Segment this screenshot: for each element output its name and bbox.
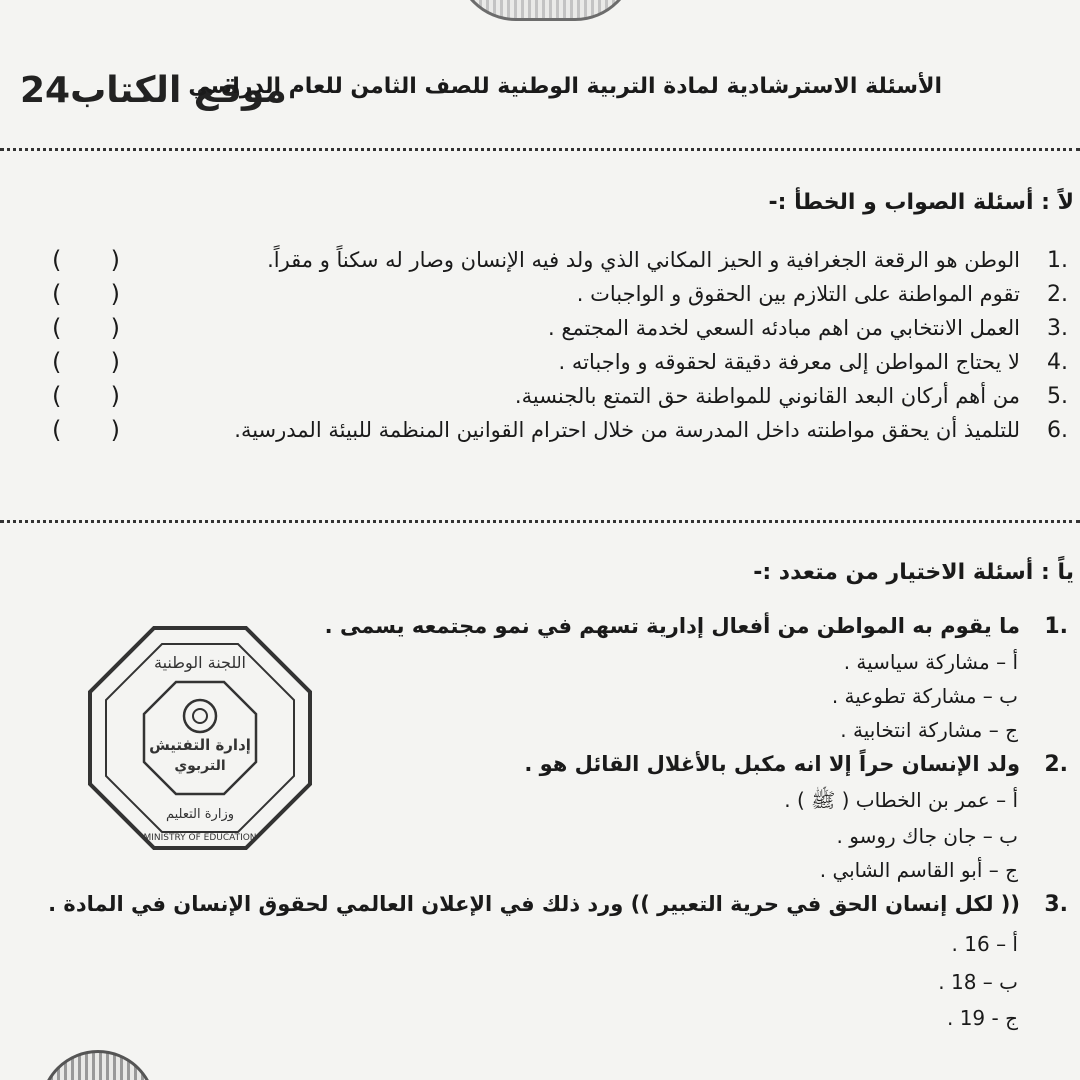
- item-number: .4: [1047, 350, 1068, 375]
- section-2-title: ياً : أسئلة الاختيار من متعدد :-: [753, 560, 1074, 585]
- item-text: لا يحتاج المواطن إلى معرفة دقيقة لحقوقه و واجباته .: [558, 350, 1020, 374]
- item-text: الوطن هو الرقعة الجغرافية و الحيز المكاني الذي ولد فيه الإنسان وصار له سكناً و مقراً.: [267, 248, 1020, 272]
- list-item: [0, 348, 1080, 382]
- question-text: (( لكل إنسان الحق في حرية التعبير )) ورد ذلك في الإعلان العالمي لحقوق الإنسان في المادة .: [48, 892, 1020, 916]
- list-item: [0, 246, 1080, 280]
- answer-parentheses: ( ): [52, 382, 120, 410]
- item-number: .2: [1047, 282, 1068, 307]
- top-seal-fragment: [455, 0, 636, 21]
- option: ج – أبو القاسم الشابي .: [819, 858, 1018, 882]
- answer-parentheses: ( ): [52, 246, 120, 274]
- option: أ – عمر بن الخطاب ( ﷺ ) .: [784, 788, 1018, 812]
- stamp-outer-text: وزارة التعليم: [165, 807, 235, 822]
- answer-parentheses: ( ): [52, 348, 120, 376]
- stamp-inner-line1: إدارة التفتيش: [149, 736, 251, 754]
- answer-parentheses: ( ): [52, 314, 120, 342]
- option: ب – مشاركة تطوعية .: [831, 684, 1018, 708]
- item-text: تقوم المواطنة على التلازم بين الحقوق و الواجبات .: [576, 282, 1020, 306]
- option: أ – 16 .: [951, 932, 1018, 956]
- question-text: ما يقوم به المواطن من أفعال إدارية تسهم في نمو مجتمعه يسمى .: [324, 614, 1020, 638]
- item-number: .5: [1047, 384, 1068, 409]
- question-text: ولد الإنسان حراً إلا انه مكبل بالأغلال القائل هو .: [524, 752, 1020, 776]
- official-stamp: [84, 622, 316, 854]
- item-number: .3: [1047, 316, 1068, 341]
- item-number: .6: [1047, 418, 1068, 443]
- list-item: [0, 416, 1080, 450]
- bottom-seal-fragment: [40, 1050, 156, 1080]
- option: ب – جان جاك روسو .: [836, 824, 1018, 848]
- option: ج - 19 .: [946, 1006, 1018, 1030]
- question-number: .1: [1044, 614, 1068, 639]
- list-item: [0, 382, 1080, 416]
- true-false-list: [0, 246, 1080, 450]
- list-item: [0, 280, 1080, 314]
- item-text: من أهم أركان البعد القانوني للمواطنة حق التمتع بالجنسية.: [514, 384, 1020, 408]
- question-number: .2: [1044, 752, 1068, 777]
- stamp-inner-line2: التربوي: [174, 758, 226, 774]
- separator-top: [0, 148, 1080, 151]
- stamp-bottom-text: MINISTRY OF EDUCATION: [143, 833, 257, 843]
- answer-parentheses: ( ): [52, 280, 120, 308]
- list-item: [0, 314, 1080, 348]
- item-text: العمل الانتخابي من اهم مبادئه السعي لخدمة المجتمع .: [547, 316, 1020, 340]
- option: ج – مشاركة انتخابية .: [840, 718, 1018, 742]
- answer-parentheses: ( ): [52, 416, 120, 444]
- option: أ – مشاركة سياسية .: [843, 650, 1018, 674]
- section-1-title: لاً : أسئلة الصواب و الخطأ :-: [768, 190, 1074, 215]
- question-number: .3: [1044, 892, 1068, 917]
- site-watermark: موقع الكتاب24: [20, 70, 287, 111]
- separator-middle: [0, 520, 1080, 523]
- stamp-top-text: اللجنة الوطنية: [154, 653, 246, 672]
- item-number: .1: [1047, 248, 1068, 273]
- page-title: الأسئلة الاسترشادية لمادة التربية الوطنية للصف الثامن للعام الدراسي: [188, 74, 942, 99]
- item-text: للتلميذ أن يحقق مواطنته داخل المدرسة من خلال احترام القوانين المنظمة للبيئة المدرسية.: [234, 418, 1020, 442]
- option: ب – 18 .: [938, 970, 1018, 994]
